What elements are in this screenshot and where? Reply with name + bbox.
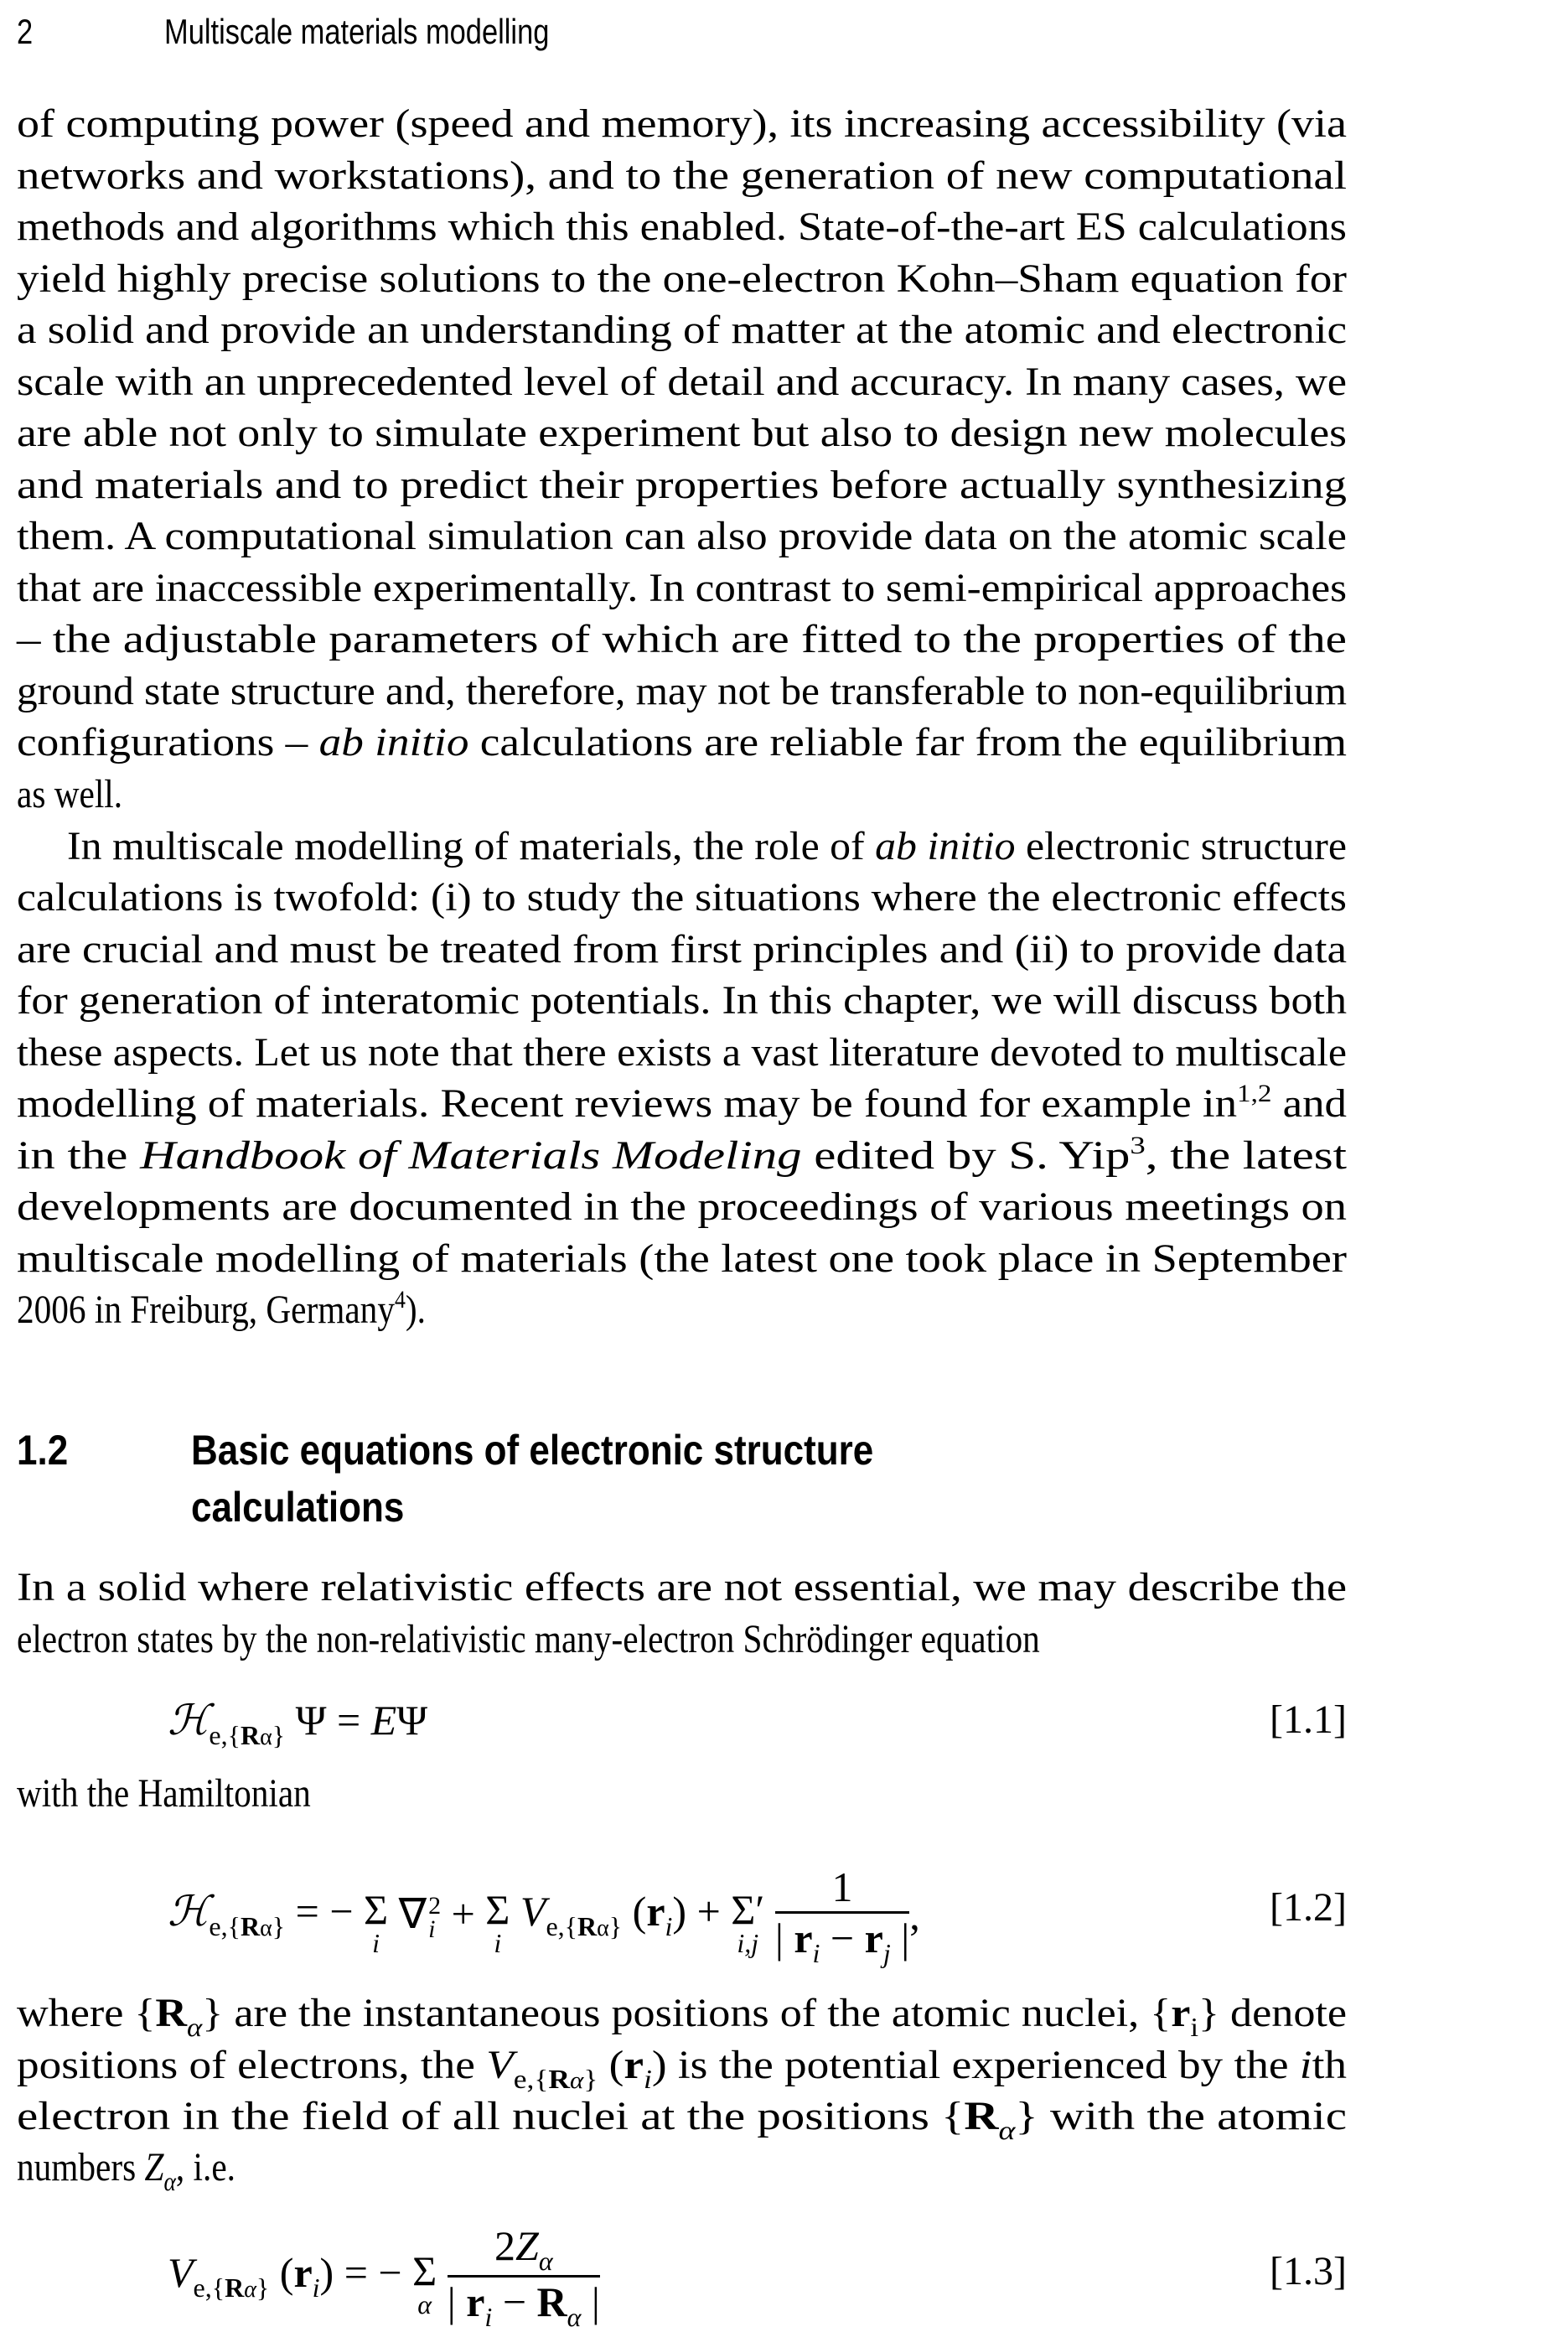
section-title-line-1: Basic equations of electronic structure — [191, 1427, 874, 1474]
text-line: these aspects. Let us note that there exists a vast literature devoted to multiscale — [17, 1030, 1347, 1075]
text-line: 2006 in Freiburg, Germany$^4$). — [17, 1286, 426, 1332]
text-line: are crucial and must be treated from first principles and (ii) to provide data — [17, 927, 1347, 972]
text-line: positions of electrons, the $V_{e,\{R\alpha\}}$ $(r_i)$ is the potential experienced by the ith — [17, 2043, 1347, 2094]
text-line: with the Hamiltonian — [17, 1771, 311, 1816]
summation-ij-prime: Σ′ i,j — [731, 1885, 765, 1958]
equation-number-1-1: [1.1] — [1270, 1697, 1347, 1742]
text-line: as well. — [17, 772, 123, 816]
text-line: and materials and to predict their properties before actually synthesizing — [17, 463, 1347, 507]
hamiltonian-symbol: ℋ — [168, 1887, 210, 1936]
text-line: numbers $Z_\alpha$, i.e. — [17, 2145, 235, 2196]
text-line: are able not only to simulate experiment but also to design new molecules — [17, 411, 1347, 455]
running-head — [0, 7, 1568, 57]
text-line: scale with an unprecedented level of detail and accuracy. In many cases, we — [17, 360, 1347, 404]
text-line: – the adjustable parameters of which are fitted to the properties of the — [17, 617, 1347, 661]
equation-number-1-2: [1.2] — [1270, 1885, 1347, 1930]
text-line: ground state structure and, therefore, may not be transferable to non-equilibrium — [17, 669, 1347, 713]
book-title: Handbook of Materials Modeling — [140, 1133, 802, 1178]
italic-term: ab initio — [875, 824, 1016, 868]
text-line: developments are documented in the proceedings of various meetings on — [17, 1184, 1347, 1229]
summation-i: Σ i — [485, 1885, 510, 1958]
text-line: them. A computational simulation can also provide data on the atomic scale — [17, 514, 1347, 558]
text-line: electron in the field of all nuclei at the positions $\{R_\alpha\}$ with the atomic — [17, 2094, 1347, 2145]
fraction: $\frac{2Z_\alpha}{| r_i - R_\alpha |}$ — [447, 2222, 600, 2332]
text-line: that are inaccessible experimentally. In contrast to semi-empirical approaches — [17, 566, 1347, 610]
text-line: In a solid where relativistic effects are not essential, we may describe the — [17, 1565, 1347, 1609]
running-title: Multiscale materials modelling — [164, 12, 550, 51]
text-line: multiscale modelling of materials (the latest one took place in September — [17, 1236, 1347, 1281]
text-line: methods and algorithms which this enabled. State-of-the-art ES calculations — [17, 205, 1348, 249]
text-line: electron states by the non-relativistic many-electron Schrödinger equation — [17, 1617, 1040, 1661]
equation-1-3: $V_{e,\{R\alpha\}}$ $(r_i)$ = − Σ α $\frac{2Z_\alpha}{| r_i - R_\alpha |}$ — [168, 2222, 600, 2332]
text-line: configurations – ab initio calculations are reliable far from the equilibrium — [17, 720, 1347, 764]
hamiltonian-symbol: ℋ — [168, 1696, 210, 1744]
summation-alpha: Σ α — [412, 2246, 437, 2319]
text-line: yield highly precise solutions to the one-electron Kohn–Sham equation for — [17, 257, 1347, 301]
italic-term: ab initio — [318, 720, 469, 764]
equation-1-1: ℋ$_{e,\{R\alpha\}}$ Ψ = EΨ — [168, 1696, 428, 1750]
text-line: where $\{R_\alpha\}$ are the instantaneous positions of the atomic nuclei, $\{r_i\}$ denote — [17, 1991, 1347, 2042]
text-line: a solid and provide an understanding of matter at the atomic and electronic — [17, 308, 1347, 352]
text-line: In multiscale modelling of materials, the role of ab initio electronic structure — [67, 824, 1348, 868]
text-line: modelling of materials. Recent reviews may be found for example in$^{1,2}$ and — [17, 1080, 1347, 1126]
text-line: networks and workstations), and to the generation of new computational — [17, 153, 1347, 198]
citation-superscript: 3 — [1130, 1132, 1146, 1159]
equation-number-1-3: [1.3] — [1270, 2249, 1347, 2293]
citation-superscript: 1,2 — [1237, 1080, 1272, 1107]
equation-1-2: ℋ$_{e,\{R\alpha\}}$ = − Σ i ∇ 2 i + Σ i $V_{e,\{R\alpha\}}$ $(r_i)$ + Σ′ i,j $\frac{1}{| r_i - r_j |}$ , — [168, 1863, 920, 1968]
citation-superscript: 4 — [394, 1286, 406, 1314]
section-title-line-2: calculations — [191, 1484, 405, 1531]
text-line: of computing power (speed and memory), its increasing accessibility (via — [17, 101, 1347, 146]
text-line: in the Handbook of Materials Modeling edited by S. Yip$^3$, the latest — [17, 1132, 1347, 1178]
text-line: for generation of interatomic potentials. In this chapter, we will discuss both — [17, 978, 1348, 1023]
page-number: 2 — [17, 12, 34, 51]
summation-i: Σ i — [364, 1885, 389, 1958]
section-number: 1.2 — [17, 1427, 69, 1474]
fraction: $\frac{1}{| r_i - r_j |}$ — [774, 1863, 910, 1968]
text-line: calculations is twofold: (i) to study the situations where the electronic effects — [17, 875, 1347, 920]
